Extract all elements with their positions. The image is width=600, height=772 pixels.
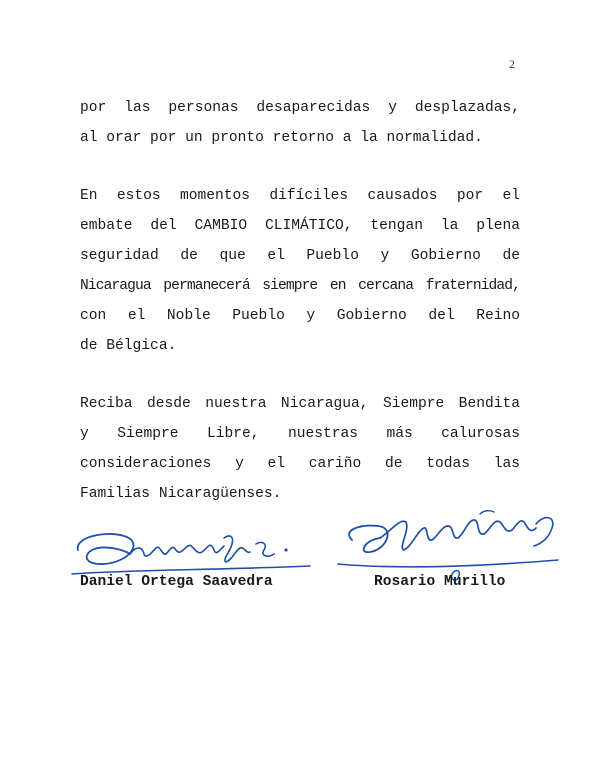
- paragraph-1: [80, 93, 520, 153]
- text-line: y Siempre Libre, nuestras más calurosas: [80, 426, 520, 442]
- paragraph-3: [80, 389, 520, 509]
- text-line: En estos momentos difíciles causados por el: [80, 188, 520, 204]
- text-line: Nicaragua permanecerá siempre en cercana fraternidad,: [80, 278, 520, 294]
- signer-name-right: Rosario Murillo: [374, 574, 506, 590]
- text-line: al orar por un pronto retorno a la normalidad.: [80, 130, 483, 146]
- text-line: seguridad de que el Pueblo y Gobierno de: [80, 248, 520, 264]
- paragraph-2: [80, 181, 520, 361]
- page-number: 2: [509, 57, 515, 71]
- text-line: Reciba desde nuestra Nicaragua, Siempre Bendita: [80, 396, 520, 412]
- text-line: Familias Nicaragüenses.: [80, 486, 282, 502]
- text-line: embate del CAMBIO CLIMÁTICO, tengan la plena: [80, 218, 520, 234]
- signature-rosario-murillo: [334, 500, 564, 580]
- text-line: consideraciones y el cariño de todas las: [80, 456, 520, 472]
- signature-daniel-ortega: [64, 520, 314, 580]
- signer-name-left: Daniel Ortega Saavedra: [80, 574, 273, 590]
- text-line: con el Noble Pueblo y Gobierno del Reino: [80, 308, 520, 324]
- text-line: de Bélgica.: [80, 338, 177, 354]
- text-line: por las personas desaparecidas y desplazadas,: [80, 100, 520, 116]
